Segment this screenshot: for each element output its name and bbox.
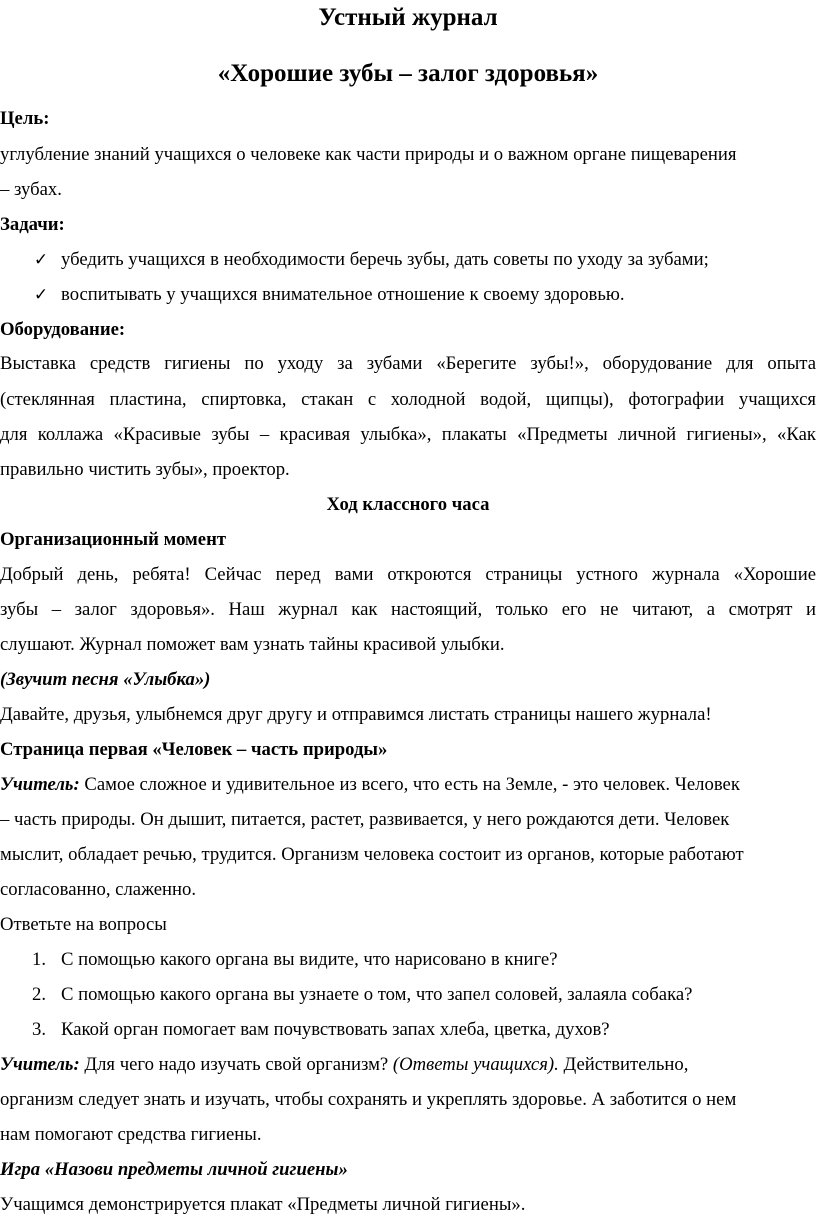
question-text: С помощью какого органа вы узнаете о том, что запел соловей, залаяла собака? xyxy=(61,984,693,1005)
teacher-text-line: согласованно, слаженно. xyxy=(0,879,197,900)
teacher-label: Учитель: xyxy=(0,774,80,795)
teacher-text: Действительно, xyxy=(558,1054,689,1075)
equipment-text-line: для коллажа «Красивые зубы – красивая улыбка», плакаты «Предметы личной гигиены», «Как xyxy=(0,424,816,445)
question-number: 1. xyxy=(31,949,46,970)
question-text: Какой орган помогает вам почувствовать запах хлеба, цветка, духов? xyxy=(61,1019,610,1040)
teacher-text-line: – часть природы. Он дышит, питается, растет, развивается, у него рождаются дети. Человек xyxy=(0,809,730,830)
tasks-heading: Задачи: xyxy=(0,214,65,235)
teacher-text: Для чего надо изучать свой организм? xyxy=(79,1054,393,1075)
checkmark-icon: ✓ xyxy=(33,250,49,270)
invite-text: Давайте, друзья, улыбнемся друг другу и отправимся листать страницы нашего журнала! xyxy=(0,704,712,725)
org-moment-text-line: зубы – залог здоровья». Наш журнал как настоящий, только его не читают, а смотрят и xyxy=(0,599,816,620)
teacher-text-line: организм следует знать и изучать, чтобы сохранять и укреплять здоровье. А заботится о нем xyxy=(0,1089,737,1110)
task-item-text: воспитывать у учащихся внимательное отношение к своему здоровью. xyxy=(61,284,625,305)
game-text: Учащимся демонстрируется плакат «Предметы личной гигиены». xyxy=(0,1194,526,1215)
song-note: (Звучит песня «Улыбка») xyxy=(0,669,211,690)
question-number: 2. xyxy=(31,984,46,1005)
org-moment-heading: Организационный момент xyxy=(0,529,227,550)
goal-text-line: – зубах. xyxy=(0,179,62,200)
task-item-text: убедить учащихся в необходимости беречь зубы, дать советы по уходу за зубами; xyxy=(61,249,709,270)
equipment-heading: Оборудование: xyxy=(0,319,126,340)
teacher-text-line: мыслит, обладает речью, трудится. Организм человека состоит из органов, которые работают xyxy=(0,844,744,865)
students-answers-note: (Ответы учащихся). xyxy=(392,1054,559,1075)
org-moment-text-line: Добрый день, ребята! Сейчас перед вами откроются страницы устного журнала «Хорошие xyxy=(0,564,816,585)
game-heading: Игра «Назови предметы личной гигиены» xyxy=(0,1159,348,1180)
teacher-text-line: нам помогают средства гигиены. xyxy=(0,1124,262,1145)
question-number: 3. xyxy=(31,1019,46,1040)
page-title-line1: Устный журнал xyxy=(318,4,498,31)
equipment-text-line: (стеклянная пластина, спиртовка, стакан с холодной водой, щипцы), фотографии учащихся xyxy=(0,389,816,410)
teacher-line xyxy=(0,1053,816,1077)
question-text: С помощью какого органа вы видите, что нарисовано в книге? xyxy=(61,949,558,970)
teacher-label: Учитель: xyxy=(0,1054,80,1075)
page-title-line2: «Хорошие зубы – залог здоровья» xyxy=(217,60,599,87)
teacher-text: Самое сложное и удивительное из всего, что есть на Земле, - это человек. Человек xyxy=(79,774,740,795)
equipment-text-line: правильно чистить зубы», проектор. xyxy=(0,459,290,480)
teacher-line xyxy=(0,773,816,797)
checkmark-icon: ✓ xyxy=(33,285,49,305)
goal-heading: Цель: xyxy=(0,108,50,129)
lesson-heading: Ход классного часа xyxy=(326,494,490,515)
questions-intro: Ответьте на вопросы xyxy=(0,914,167,935)
org-moment-text-line: слушают. Журнал поможет вам узнать тайны красивой улыбки. xyxy=(0,634,505,655)
equipment-text-line: Выставка средств гигиены по уходу за зубами «Берегите зубы!», оборудование для опыта xyxy=(0,353,816,374)
page-one-heading: Страница первая «Человек – часть природы» xyxy=(0,739,388,760)
goal-text-line: углубление знаний учащихся о человеке как части природы и о важном органе пищеварения xyxy=(0,144,737,165)
